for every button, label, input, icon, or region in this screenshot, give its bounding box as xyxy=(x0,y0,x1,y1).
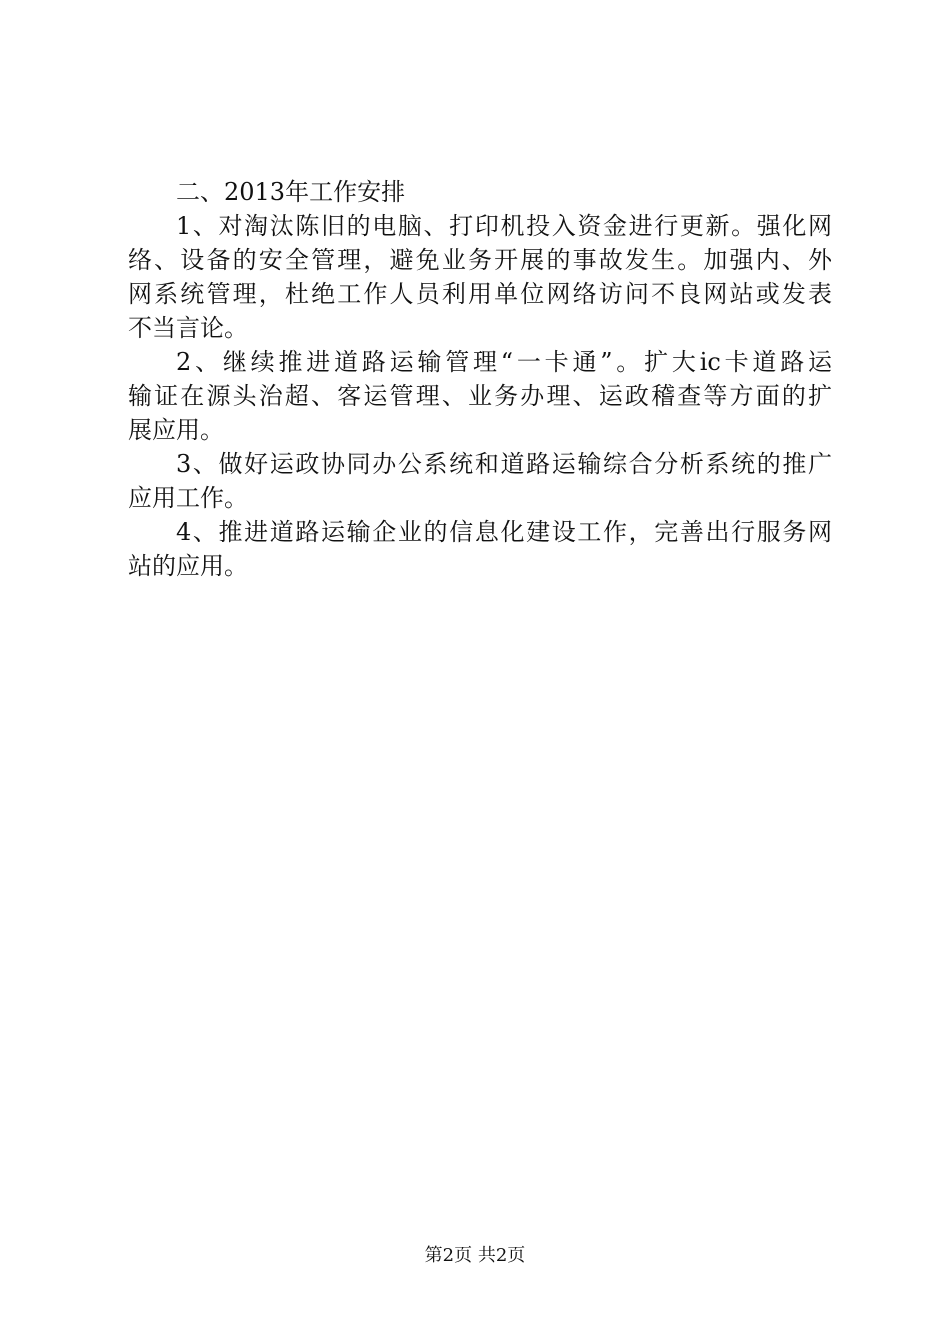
page-footer: 第2页 共2页 xyxy=(424,1245,526,1266)
item-1-line-1: 1、对淘汰陈旧的电脑、打印机投入资金进行更新。强化网 xyxy=(176,212,832,240)
item-3 xyxy=(128,447,832,515)
item-4-line-2: 站的应用。 xyxy=(128,552,248,580)
item-4-line-1: 4、推进道路运输企业的信息化建设工作，完善出行服务网 xyxy=(176,518,832,546)
item-3-line-1: 3、做好运政协同办公系统和道路运输综合分析系统的推广 xyxy=(176,450,832,478)
item-2-line-2: 输证在源头治超、客运管理、业务办理、运政稽查等方面的扩 xyxy=(128,382,832,410)
item-1-line-2: 络、设备的安全管理，避免业务开展的事故发生。加强内、外 xyxy=(128,246,832,274)
item-1-line-3: 网系统管理，杜绝工作人员利用单位网络访问不良网站或发表 xyxy=(128,280,832,308)
item-2 xyxy=(128,345,832,447)
item-1-line-4: 不当言论。 xyxy=(128,314,248,342)
section-title: 二、2013年工作安排 xyxy=(176,178,406,206)
document-body xyxy=(128,175,832,583)
item-2-line-1: 2、继续推进道路运输管理“一卡通”。扩大ic卡道路运 xyxy=(176,348,832,376)
item-2-line-3: 展应用。 xyxy=(128,416,224,444)
item-4 xyxy=(128,515,832,583)
item-3-line-2: 应用工作。 xyxy=(128,484,248,512)
item-1 xyxy=(128,209,832,345)
